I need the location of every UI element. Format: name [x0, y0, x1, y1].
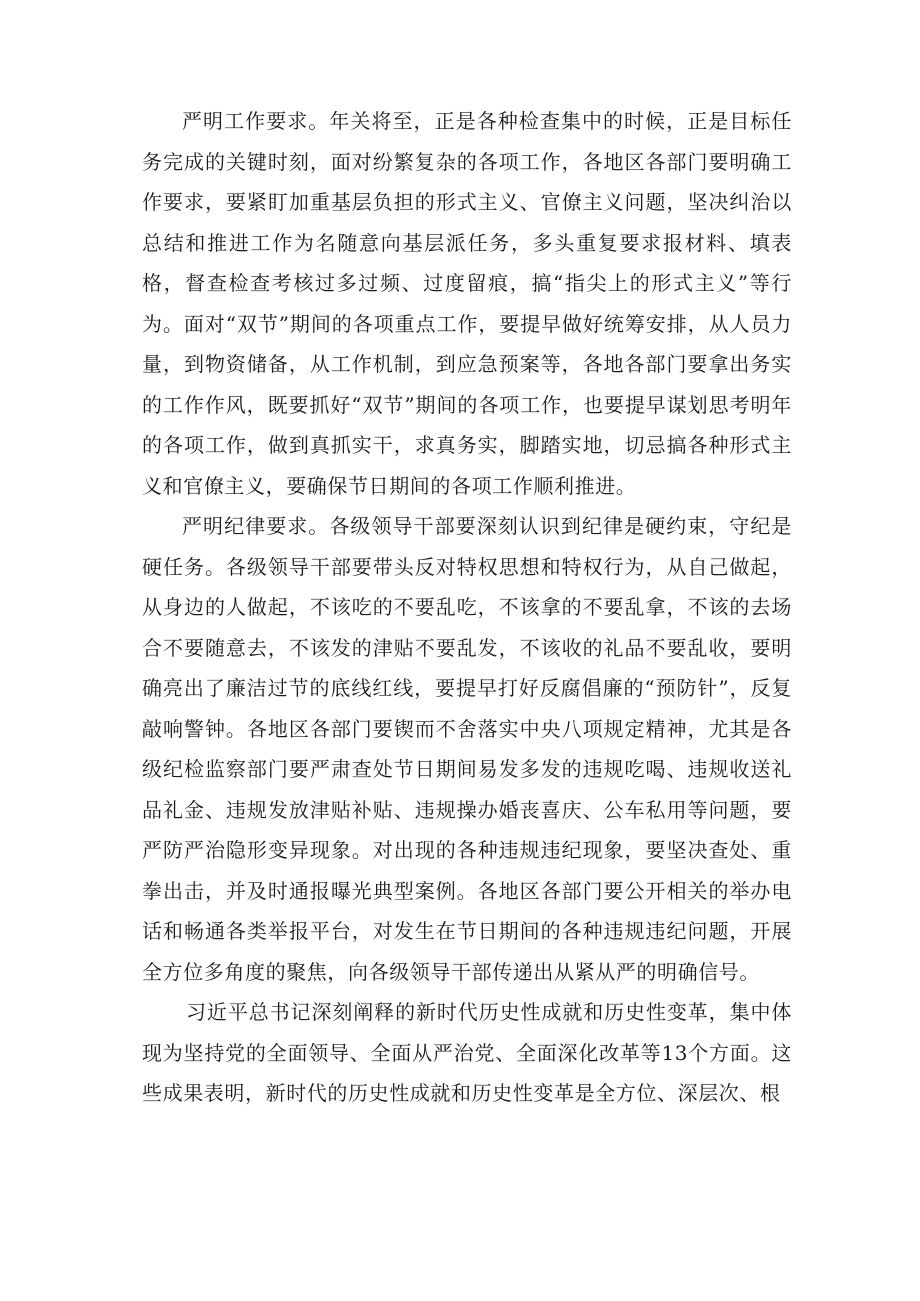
paragraph-historic-achievements: 习近平总书记深刻阐释的新时代历史性成就和历史性变革，集中体现为坚持党的全面领导、全面从严治党、全面深化改革等13个方面。这些成果表明，新时代的历史性成就和历史性变革是全方位、深层次、根 — [142, 1000, 792, 1105]
document-page — [142, 101, 792, 1114]
paragraph-discipline-requirements: 严明纪律要求。各级领导干部要深刻认识到纪律是硬约束，守纪是硬任务。各级领导干部要带头反对特权思想和特权行为，从自己做起，从身边的人做起，不该吃的不要乱吃，不该拿的不要乱拿，不该的去场合不要随意去，不该发的津贴不要乱发，不该收的礼品不要乱收，要明确亮出了廉洁过节的底线红线，要提早打好反腐倡廉的“预防针”，反复敲响警钟。各地区各部门要锲而不舍落实中央八项规定精神，尤其是各级纪检监察部门要严肃查处节日期间易发多发的违规吃喝、违规收送礼品礼金、违规发放津贴补贴、违规操办婚丧喜庆、公车私用等问题，要严防严治隐形变异现象。对出现的各种违规违纪现象，要坚决查处、重拳出击，并及时通报曝光典型案例。各地区各部门要公开相关的举办电话和畅通各类举报平台，对发生在节日期间的各种违规违纪问题，开展全方位多角度的聚焦，向各级领导干部传递出从紧从严的明确信号。 — [142, 514, 792, 984]
paragraph-work-requirements: 严明工作要求。年关将至，正是各种检查集中的时候，正是目标任务完成的关键时刻，面对纷繁复杂的各项工作，各地区各部门要明确工作要求，要紧盯加重基层负担的形式主义、官僚主义问题，坚决纠治以总结和推进工作为名随意向基层派任务，多头重复要求报材料、填表格，督查检查考核过多过频、过度留痕，搞“指尖上的形式主义”等行为。面对“双节”期间的各项重点工作，要提早做好统筹安排，从人员力量，到物资储备，从工作机制，到应急预案等，各地各部门要拿出务实的工作作风，既要抓好“双节”期间的各项工作，也要提早谋划思考明年的各项工作，做到真抓实干，求真务实，脚踏实地，切忌搞各种形式主义和官僚主义，要确保节日期间的各项工作顺利推进。 — [142, 109, 792, 498]
